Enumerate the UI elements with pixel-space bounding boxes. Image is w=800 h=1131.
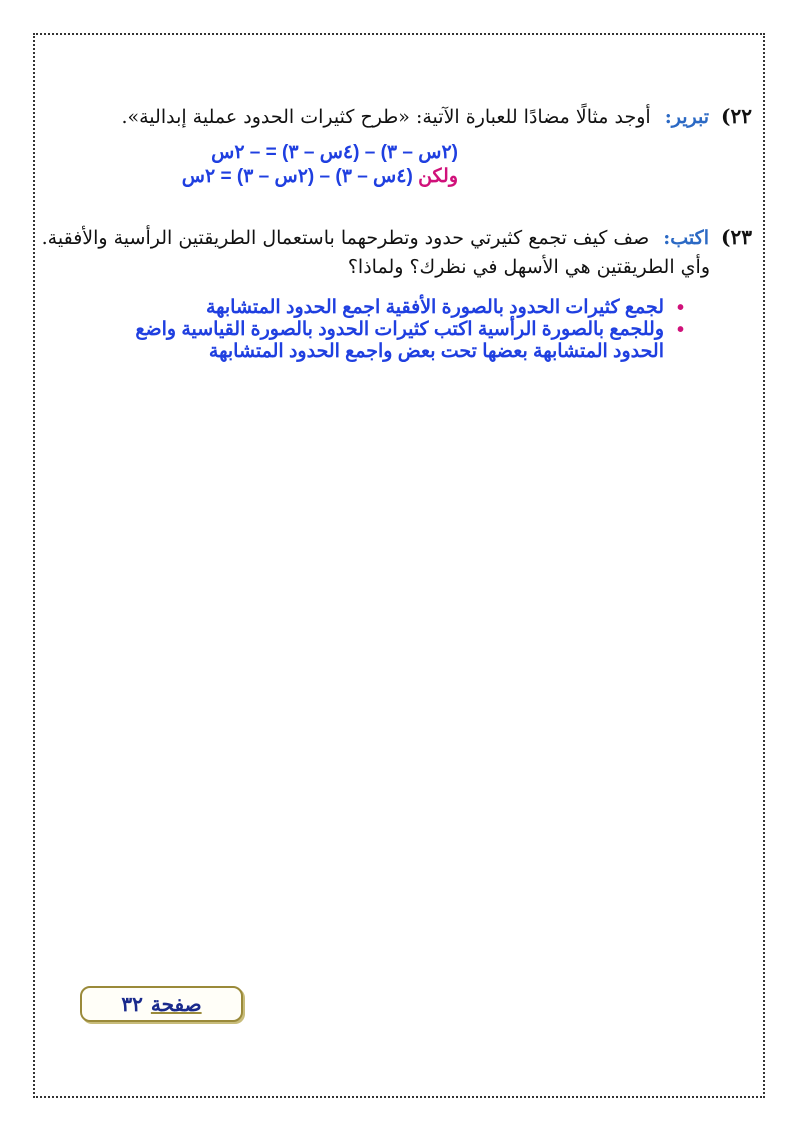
answer-23-item [120, 319, 684, 363]
question-23-text-line-2: وأي الطريقتين هي الأسهل في نظرك؟ ولماذا؟ [347, 256, 710, 278]
question-22-number: ٢٢) [721, 104, 752, 128]
answer-22-line-2 [182, 165, 458, 188]
answer-23-item-text: وللجمع بالصورة الرأسية اكتب كثيرات الحدود بالصورة القياسية واضع الحدود المتشابهة بعضها تحت بعض واجمع الحدود المتشابهة [135, 319, 664, 362]
question-22-label: تبرير: [664, 106, 709, 128]
answer-23-item [120, 297, 684, 319]
answer-23-item-text: لجمع كثيرات الحدود بالصورة الأفقية اجمع الحدود المتشابهة [205, 297, 664, 318]
question-22-text: أوجد مثالًا مضادًا للعبارة الآتية: «طرح كثيرات الحدود عملية إبدالية». [121, 106, 651, 128]
question-23-text-line-1: صف كيف تجمع كثيرتي حدود وتطرحهما باستعمال الطريقتين الرأسية والأفقية. [41, 227, 650, 249]
question-23 [42, 225, 752, 249]
bullet-icon: • [676, 297, 684, 319]
question-23-line-2 [348, 256, 710, 278]
question-23-label: اكتب: [663, 227, 709, 249]
answer-22-equation-2: (٤س – ٣) – (٢س – ٣) = ٢س [181, 166, 413, 187]
answer-22-line-1 [211, 141, 458, 164]
answer-22-equation-1: (٢س – ٣) – (٤س – ٣) = – ٢س [211, 142, 458, 163]
page-word: صفحة [150, 992, 202, 1016]
answer-22-but-word: ولكن [418, 166, 458, 187]
page-border [33, 33, 765, 1098]
page-number-label [80, 986, 243, 1022]
answer-23-list [120, 297, 684, 363]
question-23-number: ٢٣) [721, 225, 752, 249]
question-22 [121, 104, 752, 128]
page-number: ٣٢ [121, 992, 143, 1016]
bullet-icon: • [676, 319, 684, 341]
